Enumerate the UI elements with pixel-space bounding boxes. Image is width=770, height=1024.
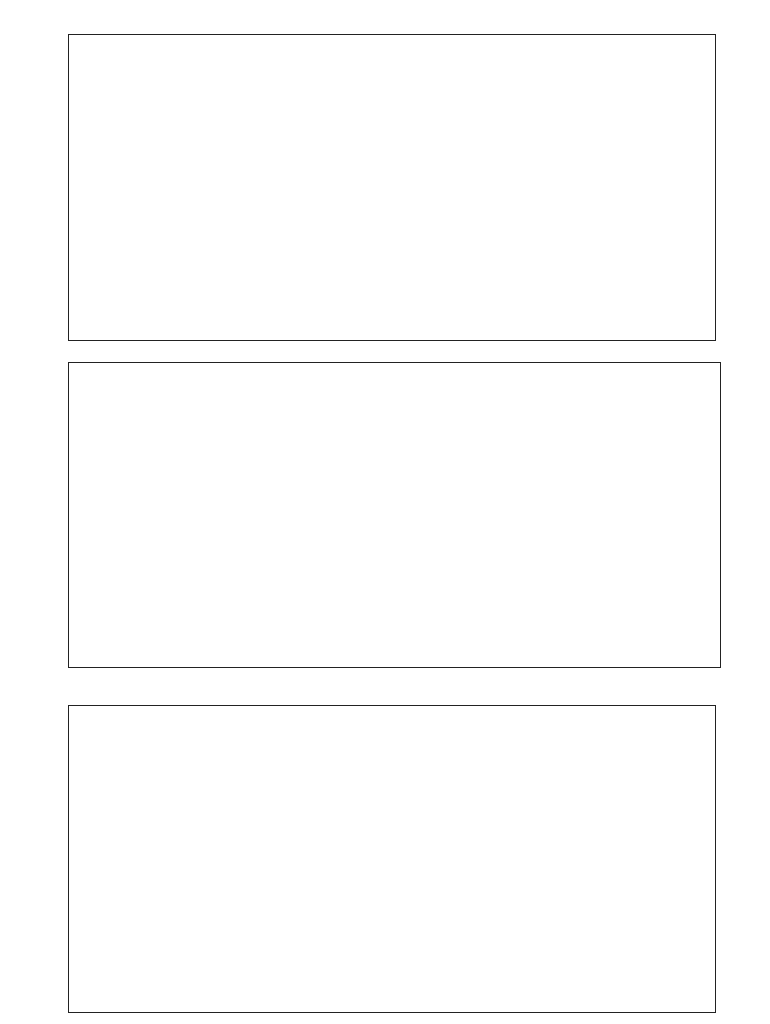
absence-card-1 xyxy=(68,34,716,341)
absence-card-2 xyxy=(68,362,721,668)
absence-card-3 xyxy=(68,705,716,1013)
